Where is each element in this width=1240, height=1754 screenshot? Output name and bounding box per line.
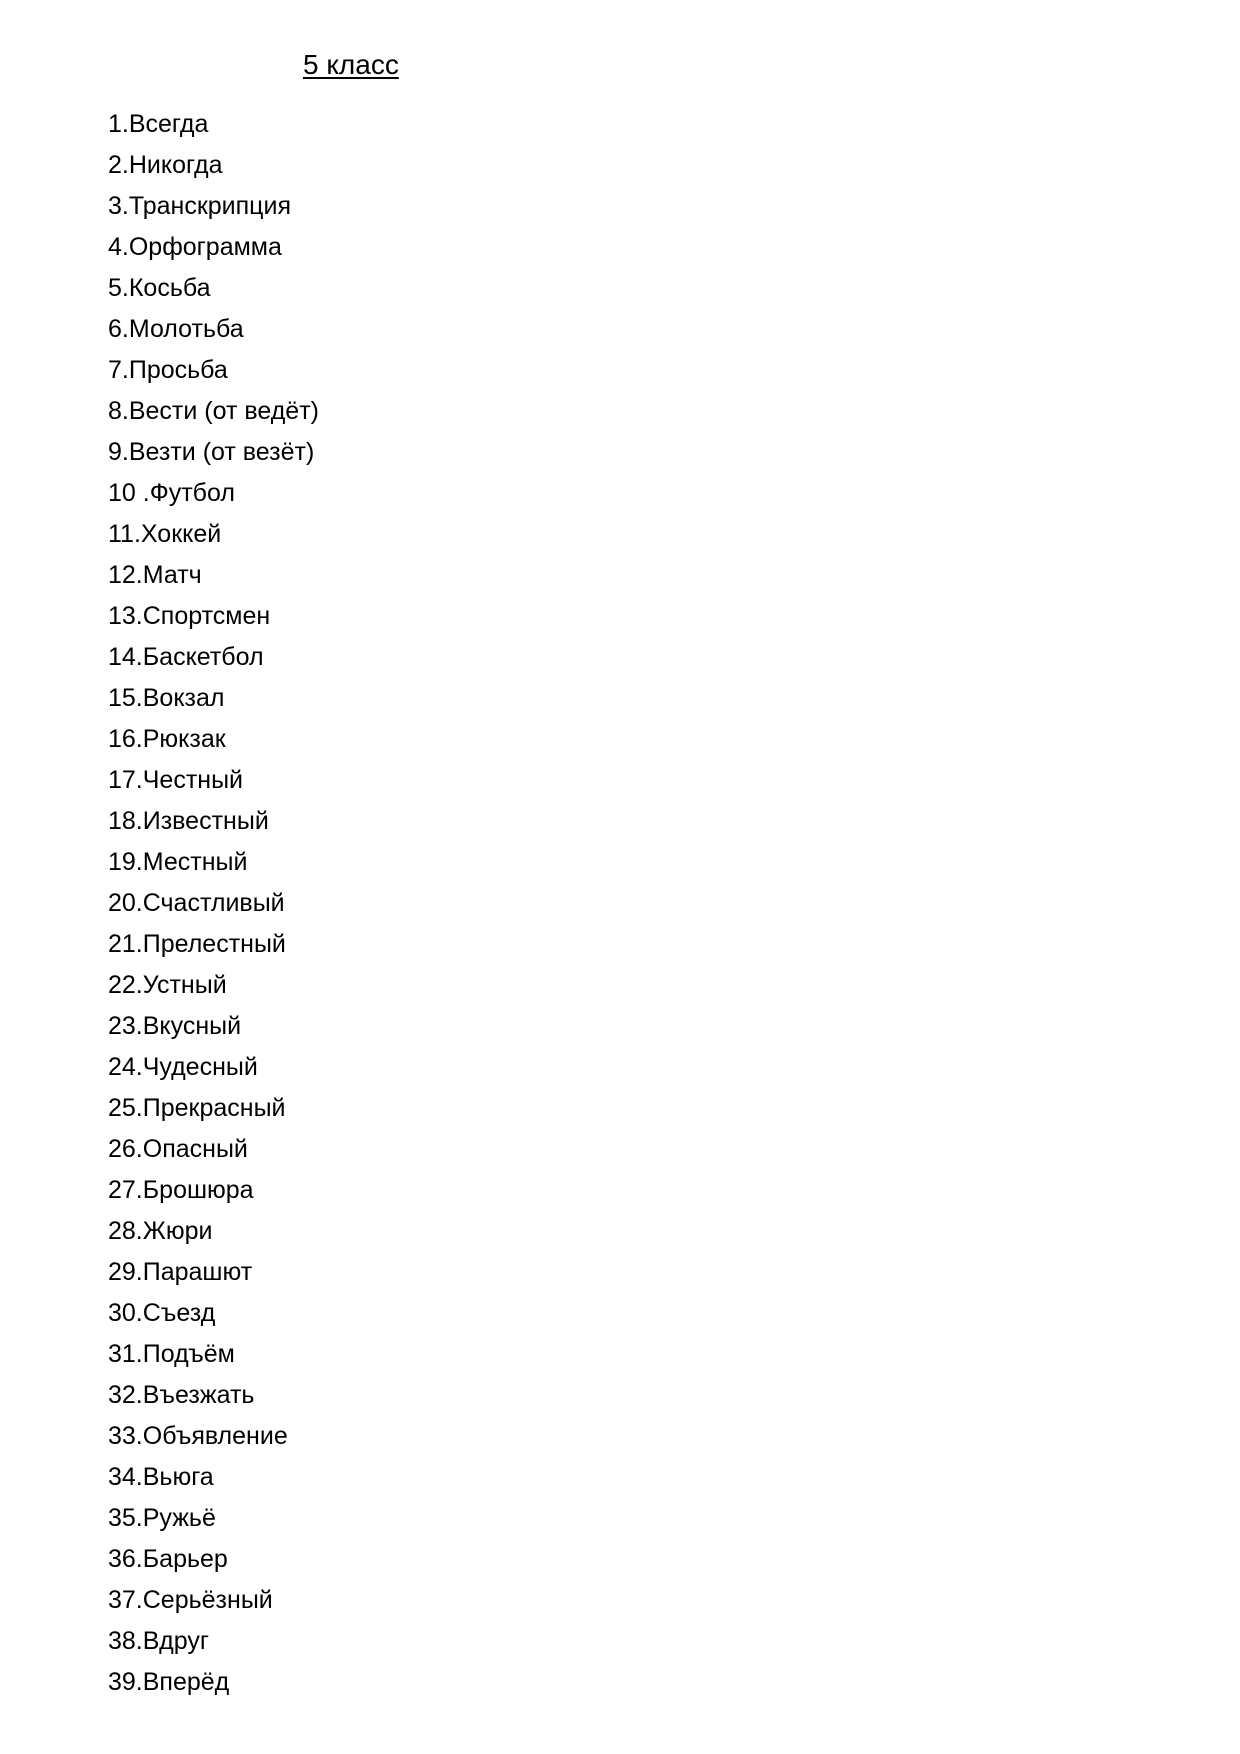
list-item: 8.Вести (от ведёт) — [108, 397, 319, 425]
list-item: 7.Просьба — [108, 356, 228, 384]
list-item: 34.Вьюга — [108, 1463, 214, 1491]
list-item: 16.Рюкзак — [108, 725, 226, 753]
list-item: 20.Счастливый — [108, 889, 285, 917]
list-item: 30.Съезд — [108, 1299, 216, 1327]
list-item: 39.Вперёд — [108, 1668, 230, 1696]
list-item: 15.Вокзал — [108, 684, 225, 712]
list-item: 14.Баскетбол — [108, 643, 264, 671]
list-item: 10 .Футбол — [108, 479, 235, 507]
list-item: 26.Опасный — [108, 1135, 248, 1163]
list-item: 22.Устный — [108, 971, 227, 999]
list-item: 19.Местный — [108, 848, 248, 876]
list-item: 31.Подъём — [108, 1340, 235, 1368]
list-item: 11.Хоккей — [108, 520, 222, 548]
list-item: 33.Объявление — [108, 1422, 288, 1450]
list-item: 13.Спортсмен — [108, 602, 271, 630]
list-item: 23.Вкусный — [108, 1012, 242, 1040]
list-item: 1.Всегда — [108, 110, 209, 138]
word-list — [108, 104, 319, 1703]
list-item: 6.Молотьба — [108, 315, 244, 343]
list-item: 36.Барьер — [108, 1545, 228, 1573]
list-item: 4.Орфограмма — [108, 233, 282, 261]
list-item: 2.Никогда — [108, 151, 223, 179]
page-title: 5 класс — [303, 49, 399, 80]
list-item: 35.Ружьё — [108, 1504, 216, 1532]
list-item: 3.Транскрипция — [108, 192, 291, 220]
list-item: 25.Прекрасный — [108, 1094, 286, 1122]
list-item: 21.Прелестный — [108, 930, 286, 958]
list-item: 37.Серьёзный — [108, 1586, 273, 1614]
list-item: 12.Матч — [108, 561, 202, 589]
list-item: 24.Чудесный — [108, 1053, 258, 1081]
list-item: 17.Честный — [108, 766, 244, 794]
list-item: 38.Вдруг — [108, 1627, 209, 1655]
list-item: 32.Въезжать — [108, 1381, 255, 1409]
list-item: 5.Косьба — [108, 274, 211, 302]
list-item: 27.Брошюра — [108, 1176, 254, 1204]
list-item: 29.Парашют — [108, 1258, 253, 1286]
list-item: 28.Жюри — [108, 1217, 213, 1245]
list-item: 9.Везти (от везёт) — [108, 438, 315, 466]
list-item: 18.Известный — [108, 807, 269, 835]
